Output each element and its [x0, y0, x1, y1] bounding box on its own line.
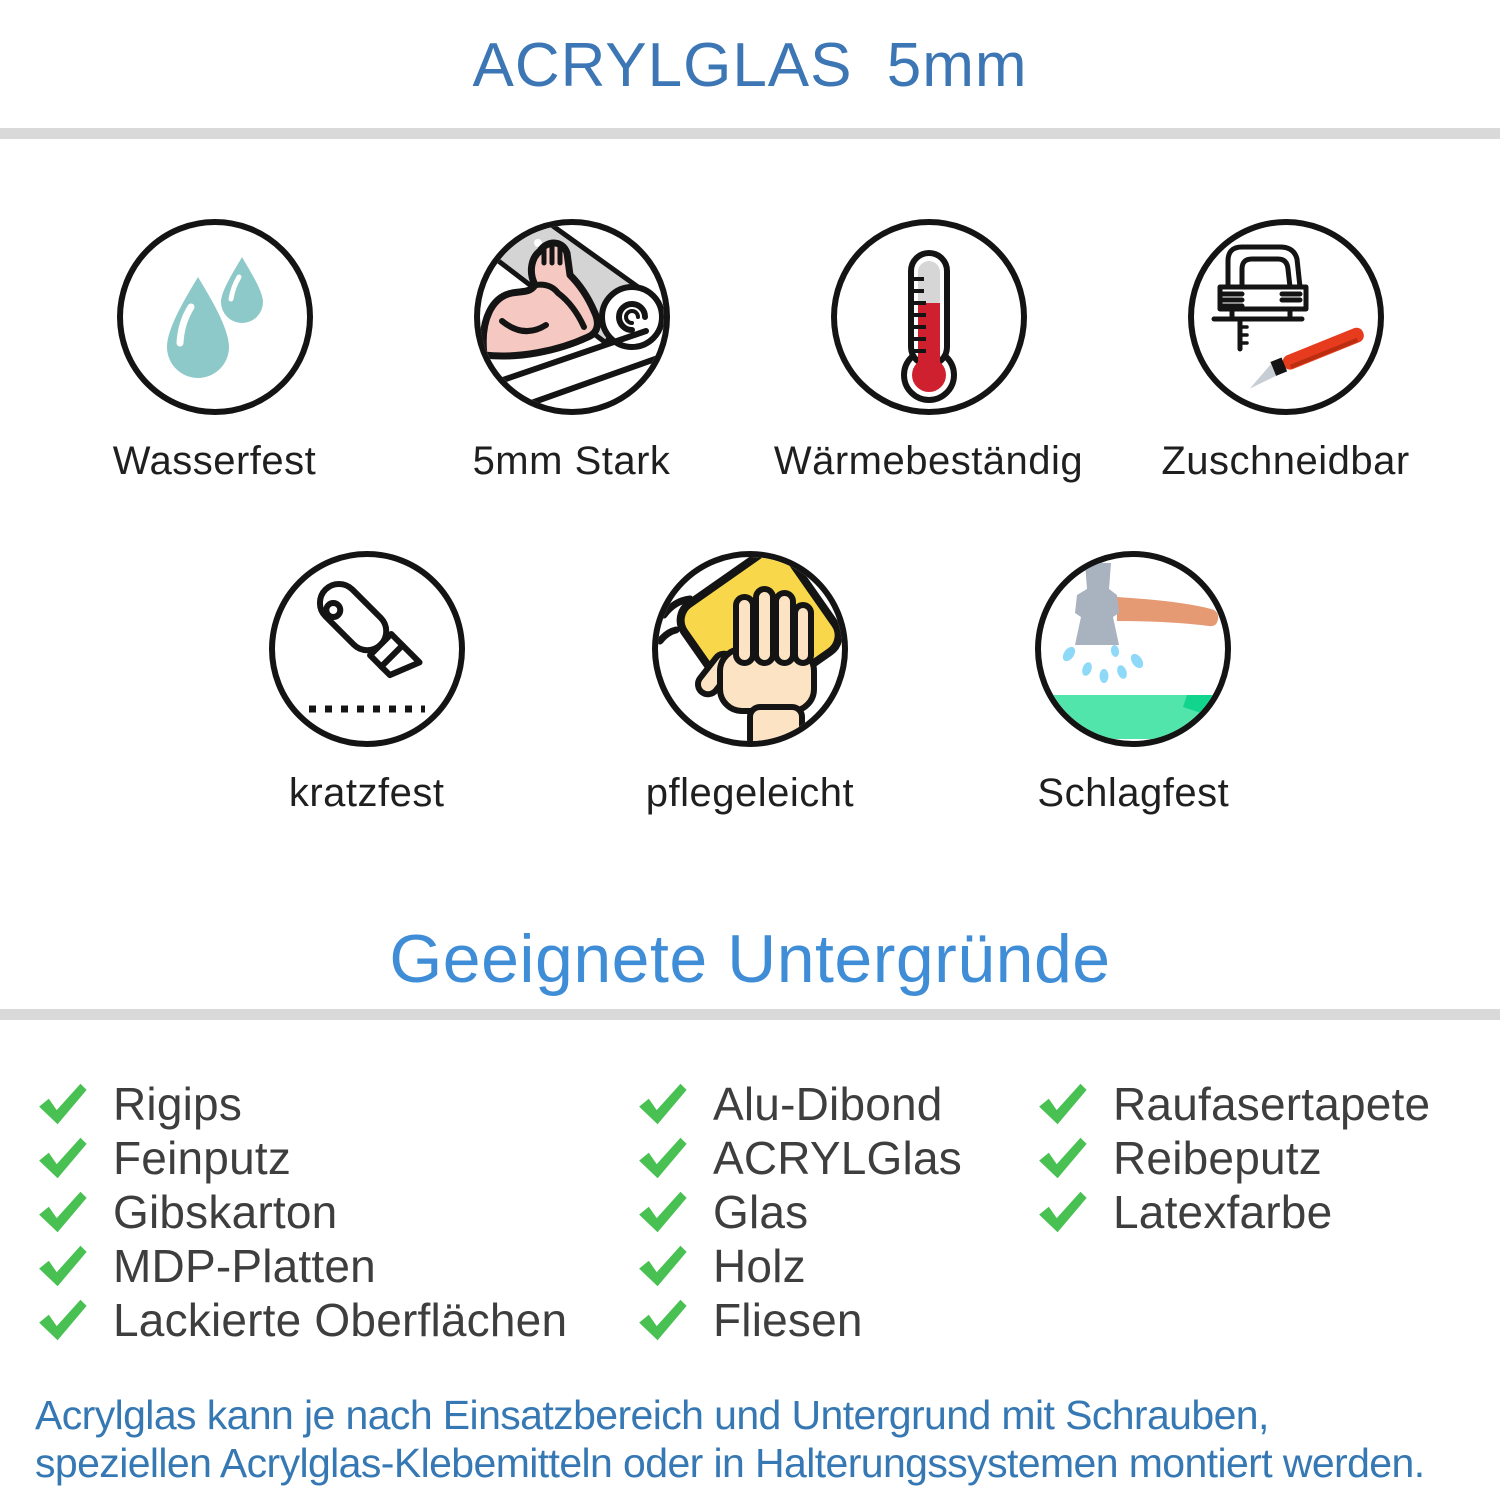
substrate-item [35, 1239, 635, 1293]
substrate-label: Latexfarbe [1113, 1186, 1333, 1238]
feature-5mm-stark [393, 219, 750, 485]
feature-label: kratzfest [288, 771, 445, 815]
substrate-item [635, 1131, 1035, 1185]
muscle-arm-icon [480, 225, 664, 409]
page-title: ACRYLGLAS 5mm [472, 31, 1028, 100]
substrates-column-2 [635, 1077, 1035, 1347]
substrate-label: Holz [713, 1240, 806, 1292]
substrate-label: Feinputz [113, 1132, 292, 1184]
check-icon [635, 1082, 689, 1126]
check-icon [35, 1298, 89, 1342]
feature-circle [652, 551, 848, 747]
features-row-1 [0, 219, 1500, 485]
water-drops-icon [123, 225, 307, 409]
substrate-label: Glas [713, 1186, 809, 1238]
feature-circle [831, 219, 1027, 415]
feature-schlagfest [942, 551, 1325, 817]
substrate-item [35, 1131, 635, 1185]
middle-divider [0, 1009, 1500, 1020]
feature-label: Wärmebeständig [773, 439, 1084, 483]
substrate-item [1035, 1077, 1500, 1131]
utility-knife-icon [275, 557, 459, 741]
thermometer-icon [837, 225, 1021, 409]
check-icon [35, 1190, 89, 1234]
substrates-column-1 [35, 1077, 635, 1347]
substrate-label: ACRYLGlas [713, 1132, 962, 1184]
check-icon [635, 1190, 689, 1234]
check-icon [1035, 1190, 1089, 1234]
footer-line-2: speziellen Acrylglas-Klebemitteln oder in Halterungssystemen montiert werden. [35, 1440, 1425, 1486]
substrate-label: Gibskarton [113, 1186, 338, 1238]
substrate-item [635, 1185, 1035, 1239]
substrate-label: Lackierte Oberflächen [113, 1294, 568, 1346]
features-row-2 [175, 551, 1325, 817]
check-icon [635, 1136, 689, 1180]
substrate-item [1035, 1131, 1500, 1185]
feature-wasserfest [36, 219, 393, 485]
feature-label: 5mm Stark [472, 439, 671, 483]
substrate-label: Raufasertapete [1113, 1078, 1431, 1130]
feature-circle [1035, 551, 1231, 747]
footer-line-1: Acrylglas kann je nach Einsatzbereich und Untergrund mit Schrauben, [35, 1392, 1269, 1438]
feature-waermebestaendig [750, 219, 1107, 485]
check-icon [35, 1136, 89, 1180]
feature-label: Wasserfest [112, 439, 317, 483]
feature-circle [474, 219, 670, 415]
substrate-item [35, 1077, 635, 1131]
check-icon [1035, 1136, 1089, 1180]
feature-circle [117, 219, 313, 415]
wiping-hand-icon [658, 557, 842, 741]
feature-pflegeleicht [558, 551, 941, 817]
check-icon [1035, 1082, 1089, 1126]
check-icon [635, 1298, 689, 1342]
substrates-section [0, 1077, 1500, 1347]
footer-note [0, 1391, 1500, 1487]
feature-circle [1188, 219, 1384, 415]
feature-label: Zuschneidbar [1161, 439, 1410, 483]
check-icon [635, 1244, 689, 1288]
hammer-icon [1041, 557, 1225, 741]
substrates-column-3 [1035, 1077, 1500, 1347]
check-icon [35, 1244, 89, 1288]
substrate-label: Reibeputz [1113, 1132, 1322, 1184]
substrate-item [35, 1185, 635, 1239]
substrate-item [1035, 1185, 1500, 1239]
substrate-label: Fliesen [713, 1294, 863, 1346]
check-icon [35, 1082, 89, 1126]
feature-label: Schlagfest [1037, 771, 1230, 815]
substrate-label: Alu-Dibond [713, 1078, 943, 1130]
feature-kratzfest [175, 551, 558, 817]
feature-label: pflegeleicht [645, 771, 855, 815]
section-title: Geeignete Untergründe [389, 921, 1111, 997]
jigsaw-icon [1194, 225, 1378, 409]
substrate-item [635, 1293, 1035, 1347]
substrate-item [635, 1077, 1035, 1131]
substrate-label: Rigips [113, 1078, 243, 1130]
feature-zuschneidbar [1107, 219, 1464, 485]
substrate-label: MDP-Platten [113, 1240, 376, 1292]
feature-circle [269, 551, 465, 747]
top-divider [0, 128, 1500, 139]
substrate-item [35, 1293, 635, 1347]
substrate-item [635, 1239, 1035, 1293]
